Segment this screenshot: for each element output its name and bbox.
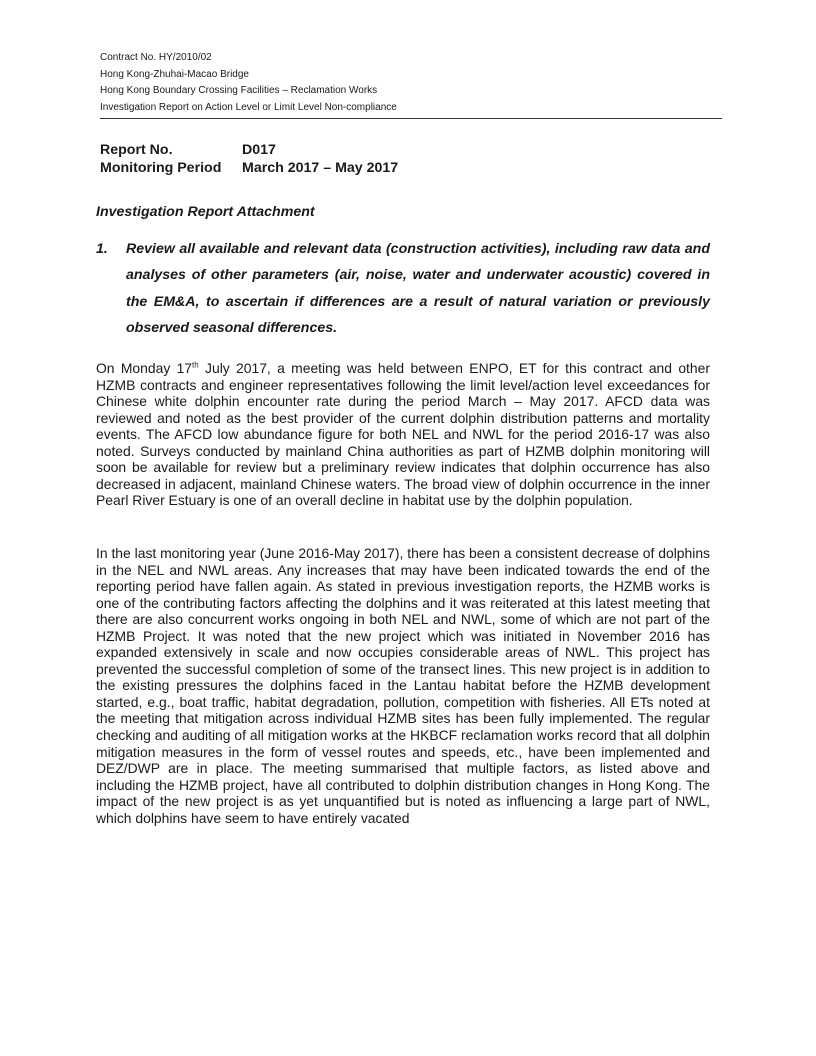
attachment-title: Investigation Report Attachment <box>96 204 315 220</box>
header-report-type: Investigation Report on Action Level or Limit Level Non-compliance <box>100 101 397 113</box>
report-no-label: Report No. <box>100 142 173 158</box>
item-text: Review all available and relevant data (construction activities), including raw data and analyses of other parameters (air, noise, water and underwater acoustic) covered in the EM&A, to ascertain if differences are a result of natural variation or previously observed seasonal differences. <box>126 241 710 337</box>
numbered-item <box>96 236 710 342</box>
page-header <box>100 50 722 119</box>
ordinal-superscript: th <box>192 360 199 370</box>
paragraph-1-start: On Monday 17 <box>96 360 193 376</box>
report-no-value: D017 <box>242 142 276 158</box>
body-paragraph-2: In the last monitoring year (June 2016-May 2017), there has been a consistent decrease of dolphins in the NEL and NWL areas. Any increases that may have been indicated towards the end of the reporting period have fallen again. As stated in previous investigation reports, the HZMB works is one of the contributing factors affecting the dolphins and it was reiterated at this latest meeting that there are also concurrent works ongoing in both NEL and NWL, some of which are not part of the HZMB Project. It was noted that the new project which was initiated in November 2016 has expanded extensively in scale and now occupies considerable areas of NWL. This project has prevented the successful completion of some of the transect lines. This new project is in addition to the existing pressures the dolphins faced in the Lantau habitat before the HZMB development started, e.g., boat traffic, habitat degradation, pollution, competition with fisheries. All ETs noted at the meeting that mitigation across individual HZMB sites has been fully implemented. The regular checking and auditing of all mitigation works at the HKBCF reclamation works record that all dolphin mitigation measures in the form of vessel routes and speeds, etc., have been implemented and DEZ/DWP are in place. The meeting summarised that multiple factors, as listed above and including the HZMB project, have all contributed to dolphin distribution changes in Hong Kong. The impact of the new project is as yet unquantified but is noted as influencing a large part of NWL, which dolphins have seem to have entirely vacated <box>96 545 710 826</box>
header-project-name: Hong Kong-Zhuhai-Macao Bridge <box>100 68 249 80</box>
monitoring-period-value: March 2017 – May 2017 <box>242 160 399 176</box>
paragraph-1-rest: July 2017, a meeting was held between ENPO, ET for this contract and other HZMB contracts and engineer representatives following the limit level/action level exceedances for Chinese white dolphin encounter rate during the period March – May 2017. AFCD data was reviewed and noted as the best provider of the current dolphin distribution patterns and mortality events. The AFCD low abundance figure for both NEL and NWL for the period 2016-17 was also noted. Surveys conducted by mainland China authorities as part of HZMB dolphin monitoring will soon be available for review but a preliminary review indicates that dolphin occurrence has also decreased in adjacent, mainland Chinese waters. The broad view of dolphin occurrence in the inner Pearl River Estuary is one of an overall decline in habitat use by the dolphin population. <box>96 360 710 509</box>
item-number: 1. <box>96 241 108 257</box>
report-meta <box>100 141 398 177</box>
body-paragraph-1 <box>96 360 710 509</box>
header-works-name: Hong Kong Boundary Crossing Facilities – Reclamation Works <box>100 85 378 97</box>
monitoring-period-row <box>100 159 398 177</box>
header-contract-no: Contract No. HY/2010/02 <box>100 52 212 63</box>
report-no-row <box>100 141 398 159</box>
monitoring-period-label: Monitoring Period <box>100 160 222 176</box>
